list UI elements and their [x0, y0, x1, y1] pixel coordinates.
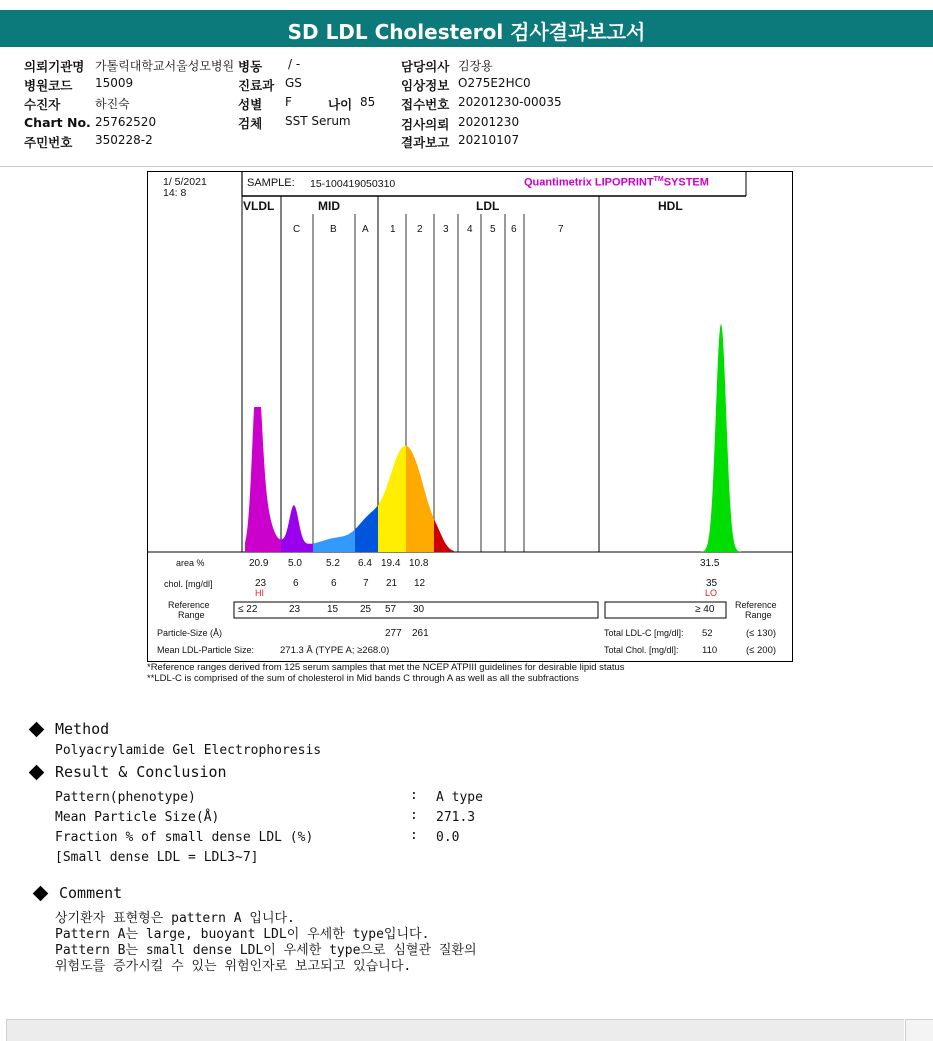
header-label-receipt-no: 접수번호: [401, 97, 450, 112]
row-label-reference: Reference: [168, 600, 210, 610]
result-value-mean-size: 271.3: [436, 810, 476, 825]
header-label-sex: 성별: [238, 97, 263, 112]
peak-b: [313, 529, 355, 552]
flag-hi: HI: [255, 588, 264, 598]
header-value-sex: F: [285, 95, 292, 109]
peak-c: [281, 505, 313, 552]
section-ldl: LDL: [476, 199, 500, 213]
method-bullet-icon: [29, 722, 45, 738]
chol-vldl: 23: [255, 578, 267, 589]
peak-vldl: [245, 407, 281, 552]
comment-line-4: 위험도를 증가시킬 수 있는 위험인자로 보고되고 있습니다.: [55, 959, 412, 974]
report-date: 1/ 5/2021: [163, 176, 207, 188]
band-label-5: 5: [490, 224, 496, 235]
ref-c: 23: [289, 604, 301, 615]
total-chol-ref: (≤ 200): [746, 645, 777, 656]
chol-hdl: 35: [706, 578, 718, 589]
row-label-chol: chol. [mg/dl]: [164, 579, 213, 589]
total-chol-label: Total Chol. [mg/dl]:: [604, 645, 679, 655]
chol-a: 7: [363, 578, 369, 589]
header-label-department: 진료과: [238, 78, 275, 93]
band-label-c: C: [293, 224, 301, 235]
area-a: 6.4: [358, 558, 372, 569]
electrophoresis-chart: [148, 172, 792, 661]
footnote-ldl-c: **LDL-C is comprised of the sum of cholesterol in Mid bands C through A as well as all the subfractions: [147, 673, 579, 684]
peak-3: [434, 519, 454, 552]
comment-heading: Comment: [59, 884, 123, 902]
header-value-report-date: 20210107: [458, 133, 520, 147]
total-chol-value: 110: [702, 645, 718, 656]
header-value-hospital-code: 15009: [95, 76, 134, 90]
header-value-patient: 하진숙: [95, 97, 130, 111]
result-colon-pattern: :: [410, 788, 418, 803]
header-divider: [0, 166, 933, 167]
peak-a: [355, 505, 378, 552]
total-ldl-ref: (≤ 130): [746, 628, 777, 639]
header-label-institution: 의뢰기관명: [24, 59, 85, 74]
header-value-request-date: 20201230: [458, 115, 520, 129]
report-time: 14: 8: [163, 187, 187, 199]
area-hdl: 31.5: [700, 558, 720, 569]
brand-label: Quantimetrix LIPOPRINT™SYSTEM: [524, 176, 709, 189]
particle-size-2: 261: [412, 628, 429, 639]
result-label-pattern: Pattern(phenotype): [55, 790, 196, 805]
ref-right-reference: Reference: [735, 600, 777, 610]
result-bullet-icon: [29, 765, 45, 781]
band-label-a: A: [362, 224, 369, 235]
report-title-bar: [0, 10, 933, 47]
header-label-doctor: 담당의사: [401, 59, 450, 74]
method-text: Polyacrylamide Gel Electrophoresis: [55, 743, 322, 758]
header-label-specimen: 검체: [238, 116, 263, 131]
band-label-2: 2: [417, 224, 423, 235]
ref-2: 30: [413, 604, 425, 615]
row-label-particle-size: Particle-Size (Å): [157, 628, 223, 638]
result-colon-fraction: :: [410, 828, 418, 843]
result-value-pattern: A type: [436, 790, 483, 805]
peak-2: [406, 446, 434, 552]
flag-lo: LO: [705, 588, 718, 598]
band-label-3: 3: [443, 224, 449, 235]
band-label-b: B: [330, 224, 337, 235]
ref-right-range: Range: [745, 610, 772, 620]
header-value-clinical-info: O275E2HC0: [458, 76, 531, 90]
peak-1: [378, 446, 406, 552]
chol-c: 6: [293, 578, 299, 589]
header-value-institution: 가톨릭대학교서울성모병원: [95, 59, 235, 73]
peak-hdl: [700, 324, 744, 552]
header-label-chart-no: Chart No.: [24, 115, 91, 130]
method-heading: Method: [55, 720, 110, 738]
area-vldl: 20.9: [249, 558, 269, 569]
result-note: [Small dense LDL = LDL3~7]: [55, 850, 259, 865]
header-value-department: GS: [285, 76, 302, 90]
row-label-mean-size: Mean LDL-Particle Size:: [157, 645, 255, 655]
header-label-ward: 병동: [238, 59, 263, 74]
area-1: 19.4: [381, 558, 401, 569]
result-label-mean-size: Mean Particle Size(Å): [55, 810, 220, 825]
header-value-age: 85: [360, 95, 376, 109]
lipoprint-report: [147, 171, 793, 662]
header-label-resident-no: 주민번호: [24, 135, 73, 150]
header-label-report-date: 결과보고: [401, 135, 450, 150]
band-label-6: 6: [511, 224, 517, 235]
sample-label: SAMPLE:: [247, 177, 295, 189]
total-ldl-value: 52: [702, 628, 713, 639]
row-label-area: area %: [176, 558, 205, 568]
chol-2: 12: [414, 578, 426, 589]
band-label-1: 1: [390, 224, 396, 235]
scrollbar-corner: [905, 1019, 933, 1041]
comment-line-1: 상기환자 표현형은 pattern A 입니다.: [55, 911, 295, 926]
section-hdl: HDL: [658, 199, 683, 213]
header-value-receipt-no: 20201230-00035: [458, 95, 562, 109]
ref-a: 25: [360, 604, 372, 615]
header-value-ward: / -: [288, 57, 301, 71]
header-label-request-date: 검사의뢰: [401, 117, 450, 132]
total-ldl-label: Total LDL-C [mg/dl]:: [604, 628, 684, 638]
result-label-fraction: Fraction % of small dense LDL (%): [55, 830, 314, 845]
comment-bullet-icon: [33, 886, 49, 902]
header-label-clinical-info: 임상정보: [401, 78, 450, 93]
header-value-specimen: SST Serum: [285, 114, 351, 128]
mean-ldl-size-value: 271.3 Å (TYPE A; ≥268.0): [280, 645, 390, 656]
ref-hdl: ≥ 40: [695, 604, 715, 615]
header-value-chart-no: 25762520: [95, 115, 157, 129]
chol-b: 6: [331, 578, 337, 589]
ref-vldl: ≤ 22: [238, 604, 258, 615]
report-title: SD LDL Cholesterol 검사결과보고서: [287, 20, 646, 44]
area-2: 10.8: [409, 558, 429, 569]
horizontal-scrollbar[interactable]: [6, 1019, 904, 1041]
section-vldl: VLDL: [243, 199, 275, 213]
band-label-7: 7: [558, 224, 564, 235]
particle-size-1: 277: [385, 628, 402, 639]
comment-line-3: Pattern B는 small dense LDL이 우세한 type으로 심혈관 질환의: [55, 943, 477, 958]
section-mid: MID: [318, 199, 340, 213]
result-colon-mean-size: :: [410, 808, 418, 823]
area-c: 5.0: [288, 558, 302, 569]
ref-b: 15: [327, 604, 339, 615]
footnote-reference: *Reference ranges derived from 125 serum samples that met the NCEP ATPIII guidelines for desirable lipid status: [147, 662, 625, 673]
sample-id: 15-100419050310: [310, 178, 396, 190]
header-label-age: 나이: [328, 97, 353, 112]
header-label-patient: 수진자: [24, 97, 61, 112]
row-label-range: Range: [178, 610, 205, 620]
result-heading: Result & Conclusion: [55, 763, 227, 781]
header-value-doctor: 김장용: [458, 59, 493, 73]
result-value-fraction: 0.0: [436, 830, 460, 845]
area-b: 5.2: [326, 558, 340, 569]
chol-1: 21: [386, 578, 398, 589]
header-value-resident-no: 350228-2: [95, 133, 153, 147]
header-label-hospital-code: 병원코드: [24, 78, 73, 93]
band-label-4: 4: [467, 224, 473, 235]
comment-line-2: Pattern A는 large, buoyant LDL이 우세한 type입니다.: [55, 927, 430, 942]
ref-1: 57: [385, 604, 397, 615]
